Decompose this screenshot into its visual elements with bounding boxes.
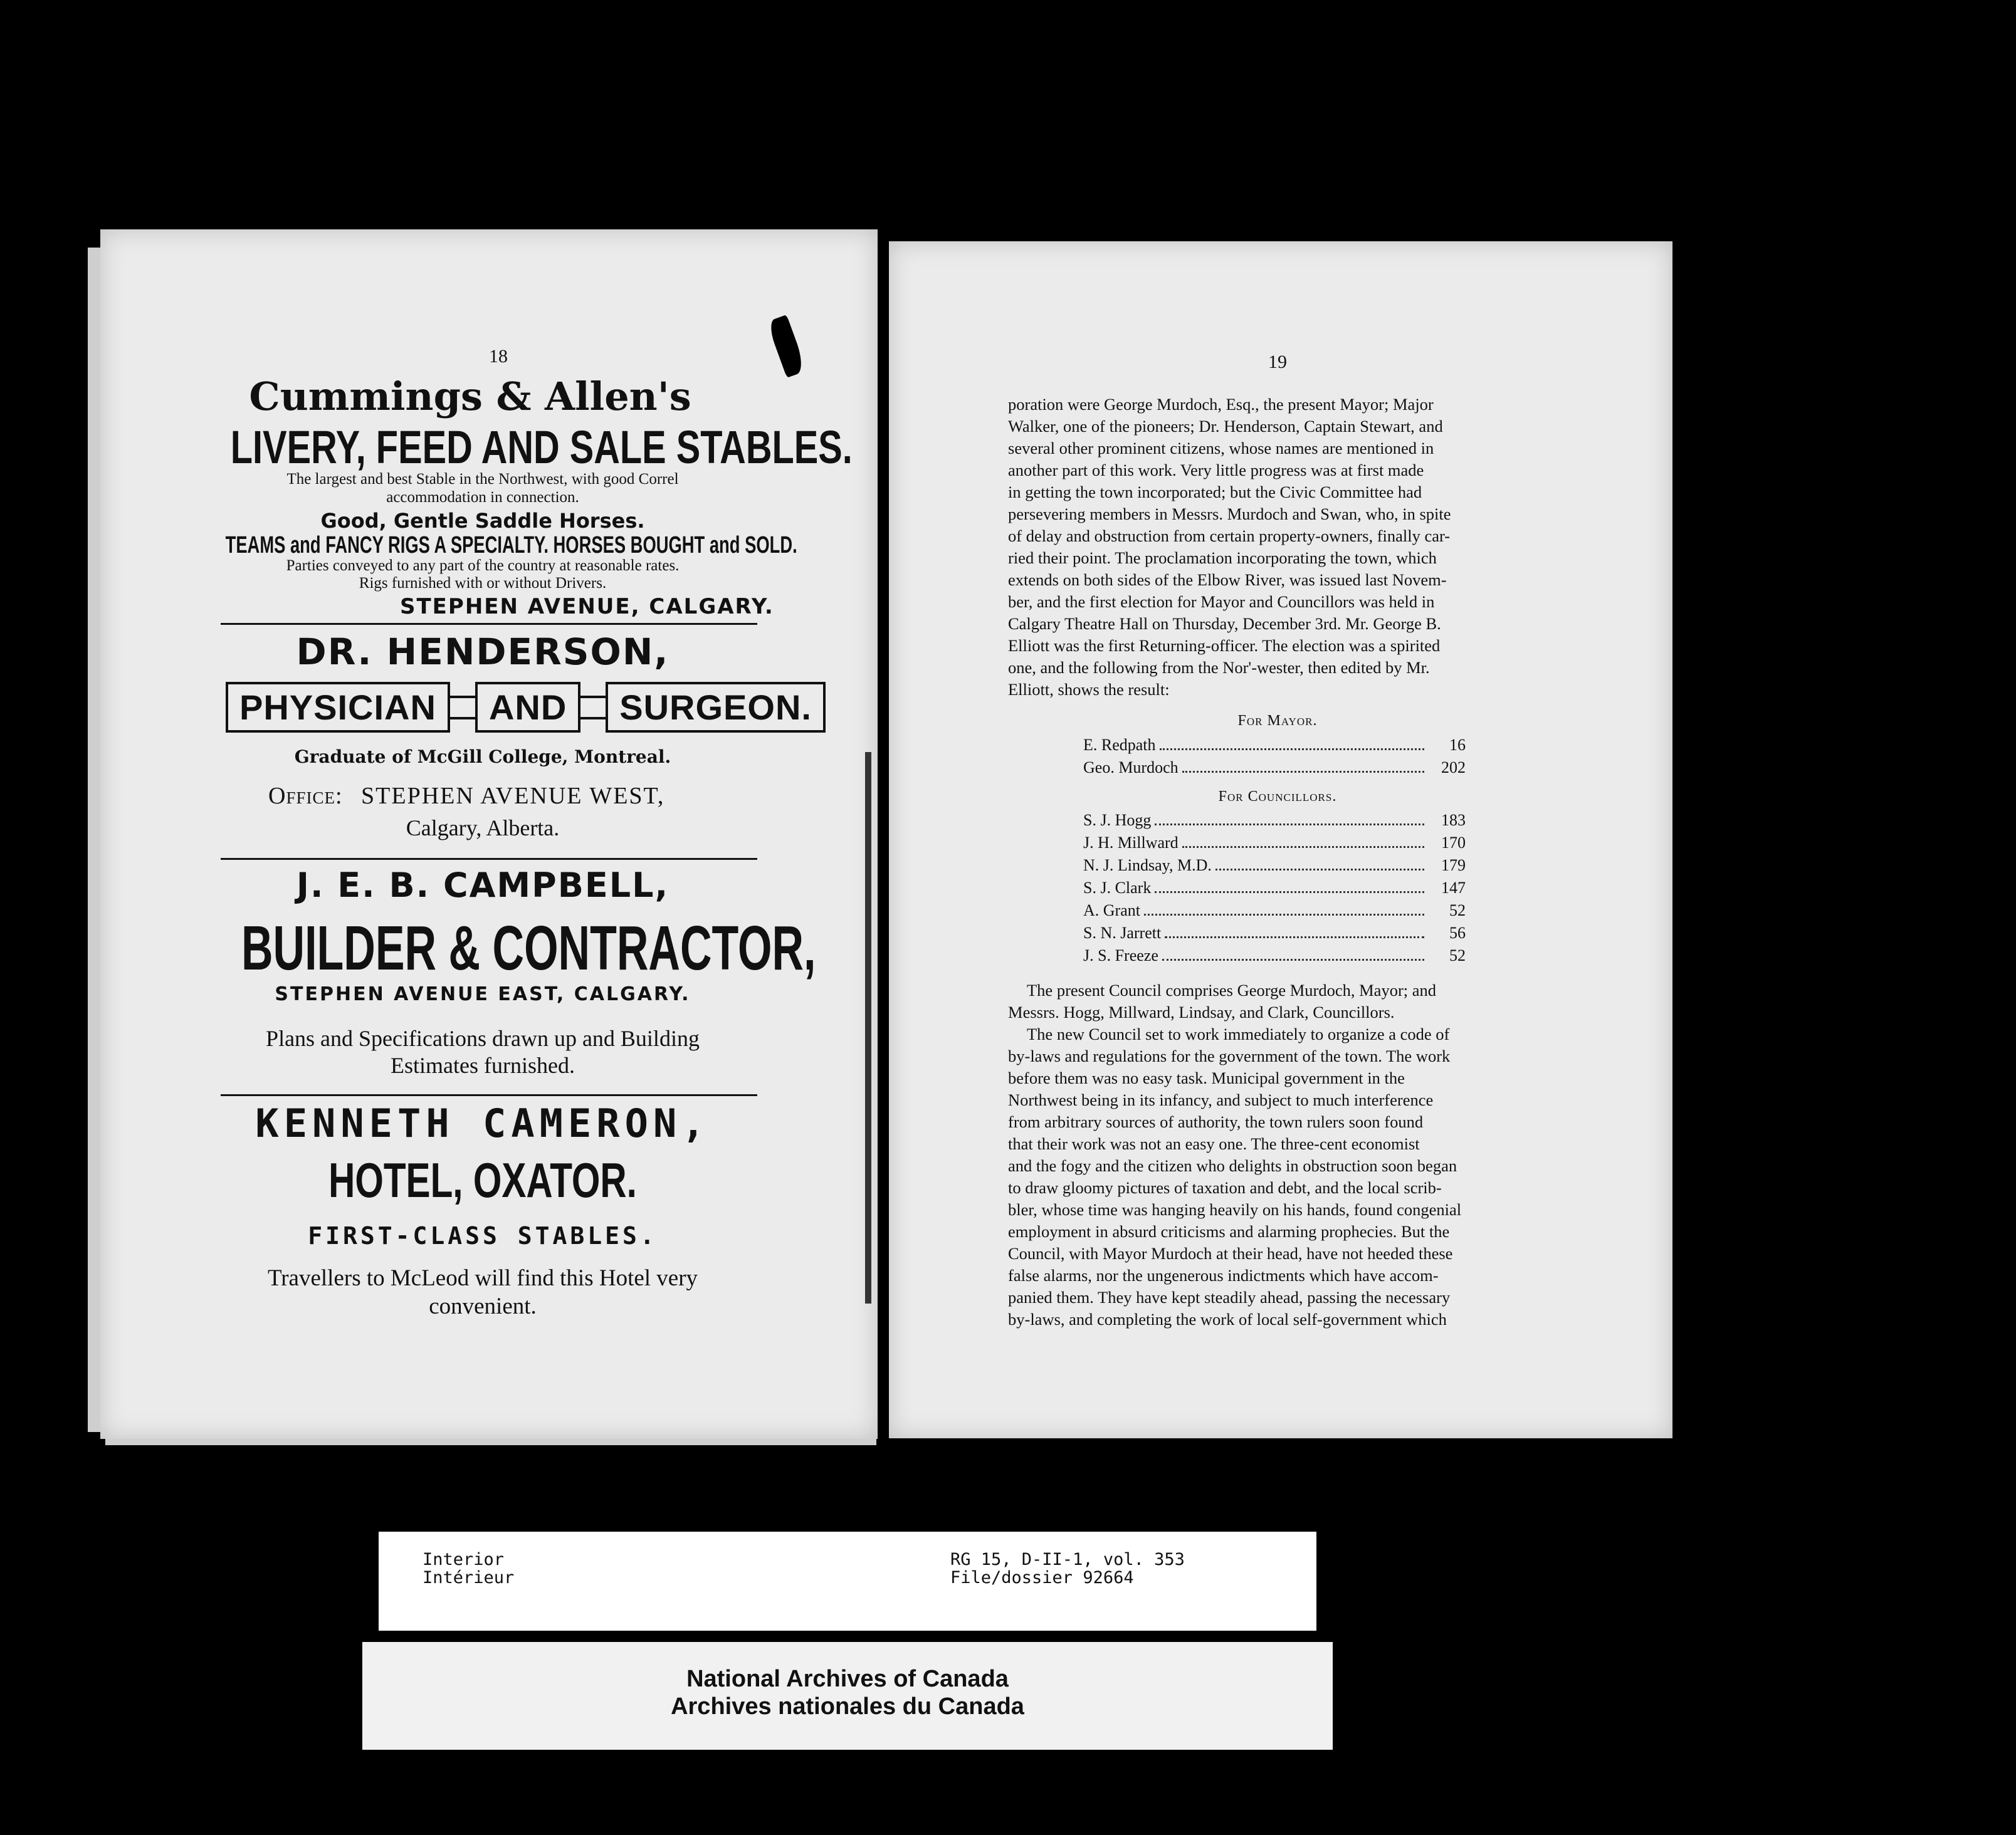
leader-dots [1155, 884, 1424, 893]
page-number: 19 [1268, 352, 1287, 372]
leader-dots [1182, 839, 1424, 848]
council-paragraph [1008, 980, 1547, 1023]
vote-count: 52 [1449, 946, 1466, 965]
graduate-line: Graduate of McGill College, Montreal. [294, 746, 671, 767]
file-number: File/dossier 92664 [950, 1568, 1134, 1587]
text-line: employment in absurd criticisms and alarming prophecies. But the [1008, 1222, 1450, 1241]
text-line: and the fogy and the citizen who delights in obstruction soon began [1008, 1156, 1457, 1175]
result-row [1083, 734, 1466, 756]
vote-count: 202 [1441, 758, 1466, 776]
text-line: ried their point. The proclamation incorporating the town, which [1008, 548, 1437, 567]
text-line: Messrs. Hogg, Millward, Lindsay, and Clark, Councillors. [1008, 1003, 1395, 1022]
new-council-paragraph [1008, 1023, 1547, 1331]
mayor-results [1083, 734, 1466, 779]
result-row [1083, 832, 1466, 854]
travellers-line-continued: convenient. [429, 1294, 537, 1319]
archive-reference-label [379, 1532, 1316, 1631]
page-number: 18 [489, 346, 508, 367]
text-line: Walker, one of the pioneers; Dr. Henderson, Captain Stewart, and [1008, 417, 1443, 436]
banner-joiner [580, 696, 606, 719]
intro-paragraph [1008, 394, 1547, 701]
rigs-line: Rigs furnished with or without Drivers. [359, 575, 607, 592]
text-line: The new Council set to work immediately to organize a code of [1027, 1025, 1450, 1043]
text-line: ber, and the first election for Mayor and Councillors was held in [1008, 592, 1435, 611]
candidate-name: J. H. Millward [1083, 834, 1179, 852]
result-row [1083, 899, 1466, 922]
hotel-owner-name: KENNETH CAMERON, [255, 1100, 710, 1146]
right-page [889, 241, 1672, 1438]
national-archives-banner [362, 1642, 1333, 1750]
divider-rule [221, 1094, 757, 1096]
result-row [1083, 922, 1466, 944]
vote-count: 52 [1449, 901, 1466, 919]
text-line: of delay and obstruction from certain property-owners, finally car- [1008, 526, 1451, 545]
candidate-name: J. S. Freeze [1083, 946, 1158, 965]
office-line [268, 782, 664, 810]
parties-line: Parties conveyed to any part of the country at reasonable rates. [286, 557, 680, 574]
text-line: Northwest being in its infancy, and subject to much interference [1008, 1090, 1434, 1109]
plans-line: Plans and Specifications drawn up and Building [266, 1026, 700, 1051]
text-line: Elliott, shows the result: [1008, 680, 1170, 699]
saddle-horses: Good, Gentle Saddle Horses. [320, 509, 645, 533]
office-address: STEPHEN AVENUE WEST, [361, 783, 665, 809]
text-line: another part of this work. Very little progress was at first made [1008, 461, 1424, 479]
vote-count: 16 [1449, 736, 1466, 754]
gutter-crack [865, 752, 871, 1304]
result-row [1083, 756, 1466, 779]
vote-count: 56 [1449, 924, 1466, 942]
doctor-name: DR. HENDERSON, [296, 630, 669, 673]
candidate-name: S. J. Hogg [1083, 811, 1152, 829]
result-row [1083, 877, 1466, 899]
vote-count: 147 [1441, 879, 1466, 897]
candidate-name: Geo. Murdoch [1083, 758, 1179, 776]
stables-line: FIRST-CLASS STABLES. [308, 1222, 658, 1250]
text-line: persevering members in Messrs. Murdoch and Swan, who, in spite [1008, 504, 1451, 523]
builder-trade: BUILDER & CONTRACTOR, [241, 913, 816, 983]
text-line: Calgary Theatre Hall on Thursday, December 3rd. Mr. George B. [1008, 614, 1441, 633]
text-line: from arbitrary sources of authority, the town rulers soon found [1008, 1112, 1424, 1131]
livery-headline: LIVERY, FEED AND SALE STABLES. [230, 421, 853, 473]
department-en: Interior [423, 1550, 505, 1569]
councillor-heading: For Councillors. [1218, 788, 1337, 805]
text-line: that their work was not an easy one. The three-cent economist [1008, 1134, 1420, 1153]
leader-dots [1155, 816, 1424, 825]
surgeon-box: SURGEON. [606, 682, 826, 733]
divider-rule [221, 623, 757, 625]
councillor-results [1083, 809, 1466, 967]
text-line: Council, with Mayor Murdoch at their head, have not heeded these [1008, 1244, 1453, 1263]
firm-name: Cummings & Allen's [249, 374, 691, 419]
leader-dots [1215, 861, 1424, 870]
text-line: The present Council comprises George Murdoch, Mayor; and [1027, 981, 1437, 1000]
candidate-name: A. Grant [1083, 901, 1140, 919]
vote-count: 170 [1441, 834, 1466, 852]
banner-joiner [450, 696, 475, 719]
text-line: poration were George Murdoch, Esq., the present Mayor; Major [1008, 395, 1434, 414]
leader-dots [1165, 929, 1424, 938]
archives-name-fr: Archives nationales du Canada [671, 1693, 1024, 1720]
vote-count: 183 [1441, 811, 1466, 829]
text-line: Elliott was the first Returning-officer. The election was a spirited [1008, 636, 1441, 655]
text-line: to draw gloomy pictures of taxation and debt, and the local scrib- [1008, 1178, 1442, 1197]
result-row [1083, 854, 1466, 877]
office-label: Office: [268, 783, 343, 809]
divider-rule [221, 858, 757, 860]
department-fr: Intérieur [423, 1568, 515, 1587]
mayor-heading: For Mayor. [1237, 713, 1318, 729]
office-city: Calgary, Alberta. [406, 815, 560, 840]
gutter-crack [878, 232, 889, 1441]
record-group: RG 15, D-II-1, vol. 353 [950, 1550, 1185, 1569]
text-line: extends on both sides of the Elbow River, was issued last Novem- [1008, 570, 1447, 589]
text-line: false alarms, nor the ungenerous indictments which have accom- [1008, 1266, 1439, 1285]
leader-dots [1182, 763, 1424, 773]
archives-name-en: National Archives of Canada [686, 1666, 1009, 1692]
text-line: by-laws, and completing the work of local self-government which [1008, 1310, 1447, 1329]
text-line: in getting the town incorporated; but the Civic Committee had [1008, 483, 1422, 501]
builder-name: J. E. B. CAMPBELL, [296, 865, 669, 905]
vote-count: 179 [1441, 856, 1466, 874]
candidate-name: S. N. Jarrett [1083, 924, 1162, 942]
leader-dots [1144, 906, 1424, 916]
tagline-continued: accommodation in connection. [386, 489, 579, 506]
candidate-name: N. J. Lindsay, M.D. [1083, 856, 1212, 874]
hotel-name: HOTEL, OXATOR. [328, 1153, 637, 1208]
leader-dots [1160, 741, 1424, 750]
result-row [1083, 809, 1466, 832]
tagline: The largest and best Stable in the Northwest, with good Correl [286, 471, 679, 488]
result-row [1083, 944, 1466, 967]
text-line: panied them. They have kept steadily ahead, passing the necessary [1008, 1288, 1451, 1307]
teams-line: TEAMS and FANCY RIGS A SPECIALTY. HORSES BOUGHT and SOLD. [225, 532, 797, 558]
plans-line-continued: Estimates furnished. [391, 1053, 575, 1078]
candidate-name: S. J. Clark [1083, 879, 1152, 897]
and-box: AND [475, 682, 580, 733]
candidate-name: E. Redpath [1083, 736, 1156, 754]
text-line: bler, whose time was hanging heavily on his hands, found congenial [1008, 1200, 1462, 1219]
travellers-line: Travellers to McLeod will find this Hotel very [267, 1265, 698, 1291]
builder-address: STEPHEN AVENUE EAST, CALGARY. [275, 983, 691, 1005]
text-line: by-laws and regulations for the government of the town. The work [1008, 1047, 1451, 1065]
left-page [100, 229, 878, 1439]
physician-surgeon-banner [226, 682, 826, 733]
livery-address: STEPHEN AVENUE, CALGARY. [400, 594, 774, 619]
text-line: one, and the following from the Nor'-wester, then edited by Mr. [1008, 658, 1430, 677]
text-line: before them was no easy task. Municipal government in the [1008, 1069, 1405, 1087]
text-line: several other prominent citizens, whose names are mentioned in [1008, 439, 1434, 457]
leader-dots [1162, 951, 1424, 961]
physician-box: PHYSICIAN [226, 682, 450, 733]
